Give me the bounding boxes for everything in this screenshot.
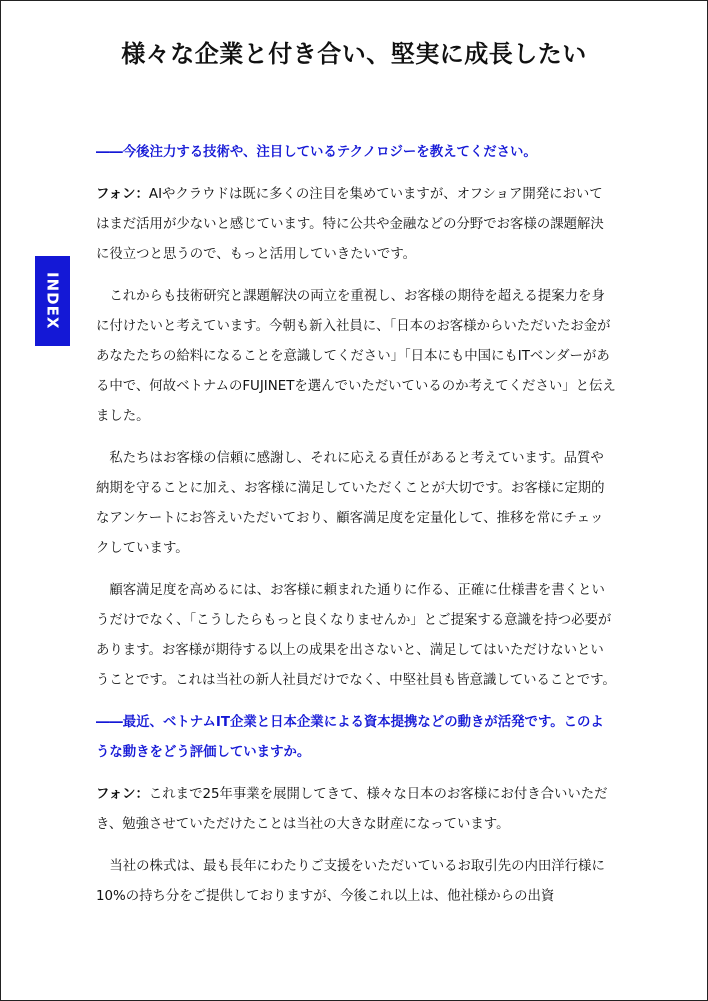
answer-paragraph-1 bbox=[96, 180, 616, 270]
index-tab-label: INDEX bbox=[43, 272, 62, 330]
question-2: ――最近、ベトナムIT企業と日本企業による資本提携などの動きが活発です。このような動きをどう評価していますか。 bbox=[96, 715, 604, 760]
article-body bbox=[96, 138, 616, 924]
answer-paragraph-5 bbox=[96, 780, 616, 840]
index-tab[interactable] bbox=[35, 256, 70, 346]
answer-paragraph-2: これからも技術研究と課題解決の両立を重視し、お客様の期待を超える提案力を身に付けたいと考えています。今朝も新入社員に、「日本のお客様からいただいたお金があなたたちの給料になることを意識してください」「日本にも中国にもITベンダーがある中で、何故ベトナムのFUJINETを選んでいただいているのか考えてください」と伝えました。 bbox=[96, 289, 616, 424]
page-title: 様々な企業と付き合い、堅実に成長したい bbox=[121, 40, 587, 68]
answer-paragraph-6: 当社の株式は、最も長年にわたりご支援をいただいているお取引先の内田洋行様に10%の持ち分をご提供しておりますが、今後これ以上は、他社様からの出資 bbox=[96, 859, 605, 904]
speaker-label: フォン： bbox=[96, 187, 149, 202]
answer-text: AIやクラウドは既に多くの注目を集めていますが、オフショア開発においてはまだ活用が少ないと感じています。特に公共や金融などの分野でお客様の課題解決に役立つと思うので、もっと活用していきたいです。 bbox=[96, 187, 604, 262]
speaker-label: フォン： bbox=[96, 787, 149, 802]
answer-paragraph-3: 私たちはお客様の信頼に感謝し、それに応える責任があると考えています。品質や納期を守ることに加え、お客様に満足していただくことが大切です。お客様に定期的なアンケートにお答えいただいており、顧客満足度を定量化して、推移を常にチェックしています。 bbox=[96, 451, 605, 556]
answer-text: これまで25年事業を展開してきて、様々な日本のお客様にお付き合いいただき、勉強させていただけたことは当社の大きな財産になっています。 bbox=[96, 787, 608, 832]
answer-paragraph-4: 顧客満足度を高めるには、お客様に頼まれた通りに作る、正確に仕様書を書くというだけでなく、「こうしたらもっと良くなりませんか」とご提案する意識を持つ必要があります。お客様が期待する以上の成果を出さないと、満足してはいただけないということです。これは当社の新人社員だけでなく、中堅社員も皆意識していることです。 bbox=[96, 583, 616, 688]
question-1: ――今後注力する技術や、注目しているテクノロジーを教えてください。 bbox=[96, 145, 537, 160]
